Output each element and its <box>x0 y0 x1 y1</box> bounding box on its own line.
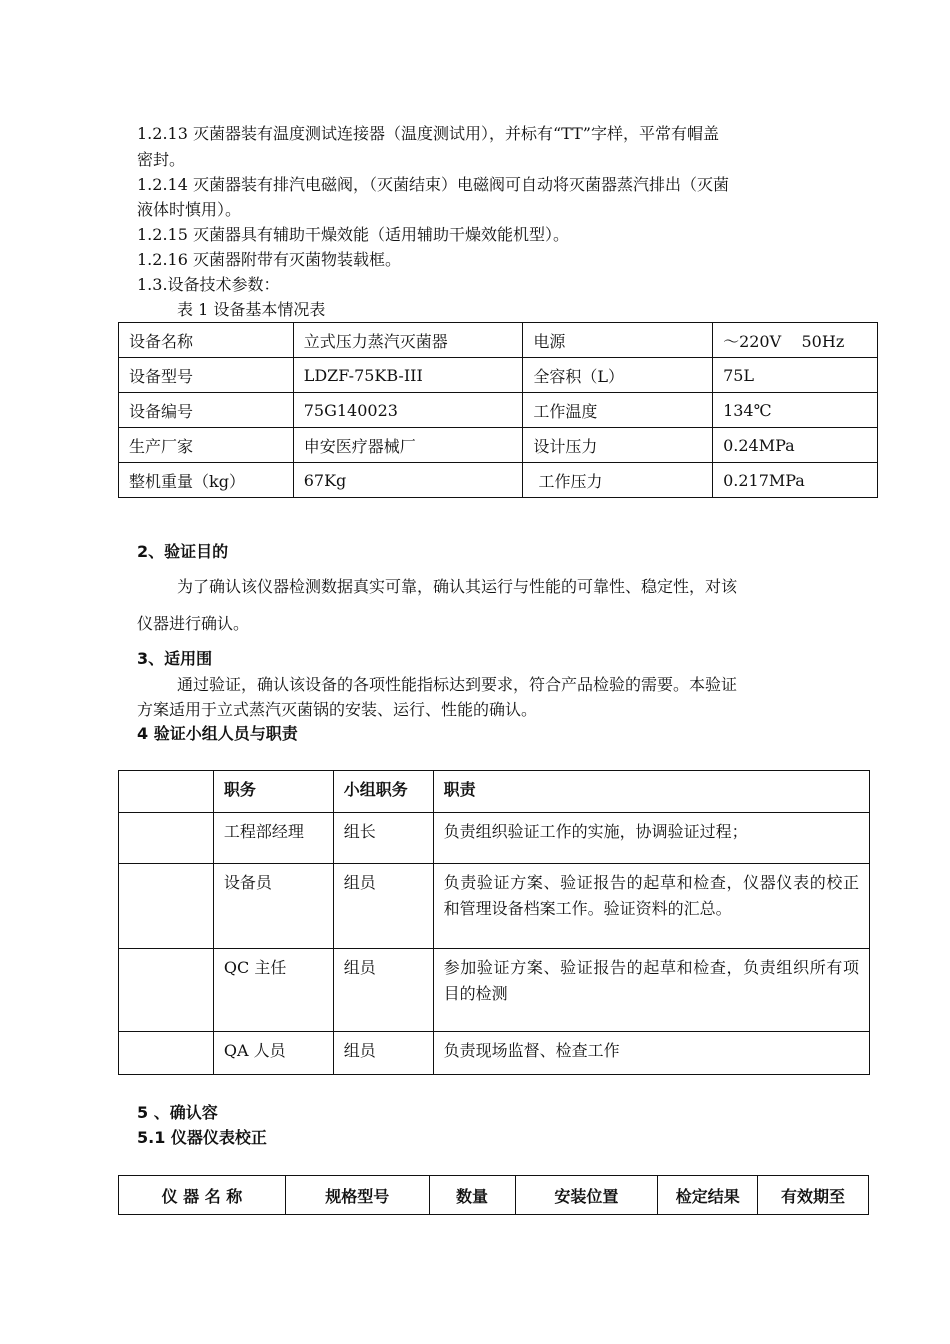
cell: 参加验证方案、验证报告的起草和检查，负责组织所有项目的检测 <box>433 949 869 1032</box>
item-1-2-16: 1.2.16 灭菌器附带有灭菌物装载框。 <box>137 250 401 269</box>
table-header-row <box>119 771 870 813</box>
table-row <box>119 864 870 949</box>
cell <box>119 949 214 1032</box>
section2-line2: 仪器进行确认。 <box>137 614 250 633</box>
item-1-2-13-line1: 1.2.13 灭菌器装有温度测试连接器（温度测试用），并标有“TT”字样，平常有帽盖 <box>137 124 719 143</box>
item-1-2-13-line2: 密封。 <box>137 150 186 169</box>
item-1-2-14-line2: 液体时慎用）。 <box>137 200 242 219</box>
table-row <box>119 949 870 1032</box>
cell: 设备员 <box>213 864 333 949</box>
cell: 组员 <box>333 949 433 1032</box>
cell: 设备编号 <box>119 393 294 428</box>
table-header-row <box>119 1176 869 1215</box>
cell: 整机重量（kg） <box>119 463 294 498</box>
cell <box>119 1032 214 1075</box>
item-1-2-15: 1.2.15 灭菌器具有辅助干燥效能（适用辅助干燥效能机型）。 <box>137 225 569 244</box>
header-cell-duty: 职责 <box>433 771 869 813</box>
cell <box>119 771 214 813</box>
header-cell-instrument-name: 仪 器 名 称 <box>119 1176 286 1215</box>
item-1-3: 1.3.设备技术参数： <box>137 275 280 294</box>
cell: 负责现场监督、检查工作 <box>433 1032 869 1075</box>
cell: 67Kg <box>293 463 523 498</box>
cell: 75G140023 <box>293 393 523 428</box>
header-cell-spec-model: 规格型号 <box>285 1176 429 1215</box>
header-cell-valid-until: 有效期至 <box>758 1176 869 1215</box>
cell: 工作压力 <box>523 463 713 498</box>
cell: 全容积（L） <box>523 358 713 393</box>
cell: 75L <box>713 358 878 393</box>
team-roles-table <box>118 770 870 1075</box>
section5-heading: 5 、确认容 <box>137 1103 218 1122</box>
header-cell-team-role: 小组职务 <box>333 771 433 813</box>
cell: 组长 <box>333 813 433 864</box>
item-1-2-14-line1: 1.2.14 灭菌器装有排汽电磁阀，（灭菌结束）电磁阀可自动将灭菌器蒸汽排出（灭菌 <box>137 175 729 194</box>
instrument-calibration-table <box>118 1175 869 1215</box>
section3-line2: 方案适用于立式蒸汽灭菌锅的安装、运行、性能的确认。 <box>137 700 538 719</box>
cell: 组员 <box>333 1032 433 1075</box>
cell: 生产厂家 <box>119 428 294 463</box>
cell: ～220V 50Hz <box>713 323 878 358</box>
header-cell-result: 检定结果 <box>658 1176 758 1215</box>
table-row <box>119 813 870 864</box>
section5-1-heading: 5.1 仪器仪表校正 <box>137 1128 267 1147</box>
cell: 工程部经理 <box>213 813 333 864</box>
cell: 申安医疗器械厂 <box>293 428 523 463</box>
cell: 电源 <box>523 323 713 358</box>
table-row <box>119 463 878 498</box>
cell: 工作温度 <box>523 393 713 428</box>
cell: 负责组织验证工作的实施，协调验证过程； <box>433 813 869 864</box>
section2-line1: 为了确认该仪器检测数据真实可靠，确认其运行与性能的可靠性、稳定性，对该 <box>177 577 738 596</box>
section3-line1: 通过验证，确认该设备的各项性能指标达到要求，符合产品检验的需要。本验证 <box>177 675 738 694</box>
cell: 0.217MPa <box>713 463 878 498</box>
table-row <box>119 358 878 393</box>
cell <box>119 864 214 949</box>
cell: 设备名称 <box>119 323 294 358</box>
cell: 组员 <box>333 864 433 949</box>
header-cell-location: 安装位置 <box>515 1176 658 1215</box>
table-row <box>119 323 878 358</box>
table1-caption: 表 1 设备基本情况表 <box>177 300 326 319</box>
cell: QA 人员 <box>213 1032 333 1075</box>
section2-heading: 2、验证目的 <box>137 542 229 561</box>
cell: 134℃ <box>713 393 878 428</box>
cell: LDZF-75KB-III <box>293 358 523 393</box>
section3-heading: 3、适用围 <box>137 649 213 668</box>
header-cell-position: 职务 <box>213 771 333 813</box>
header-cell-quantity: 数量 <box>429 1176 515 1215</box>
cell <box>119 813 214 864</box>
cell: QC 主任 <box>213 949 333 1032</box>
cell: 负责验证方案、验证报告的起草和检查，仪器仪表的校正和管理设备档案工作。验证资料的汇总。 <box>433 864 869 949</box>
table-row <box>119 1032 870 1075</box>
cell: 立式压力蒸汽灭菌器 <box>293 323 523 358</box>
cell: 0.24MPa <box>713 428 878 463</box>
table-row <box>119 393 878 428</box>
cell: 设备型号 <box>119 358 294 393</box>
equipment-info-table <box>118 322 878 498</box>
cell: 设计压力 <box>523 428 713 463</box>
table-row <box>119 428 878 463</box>
section4-heading: 4 验证小组人员与职责 <box>137 724 298 743</box>
